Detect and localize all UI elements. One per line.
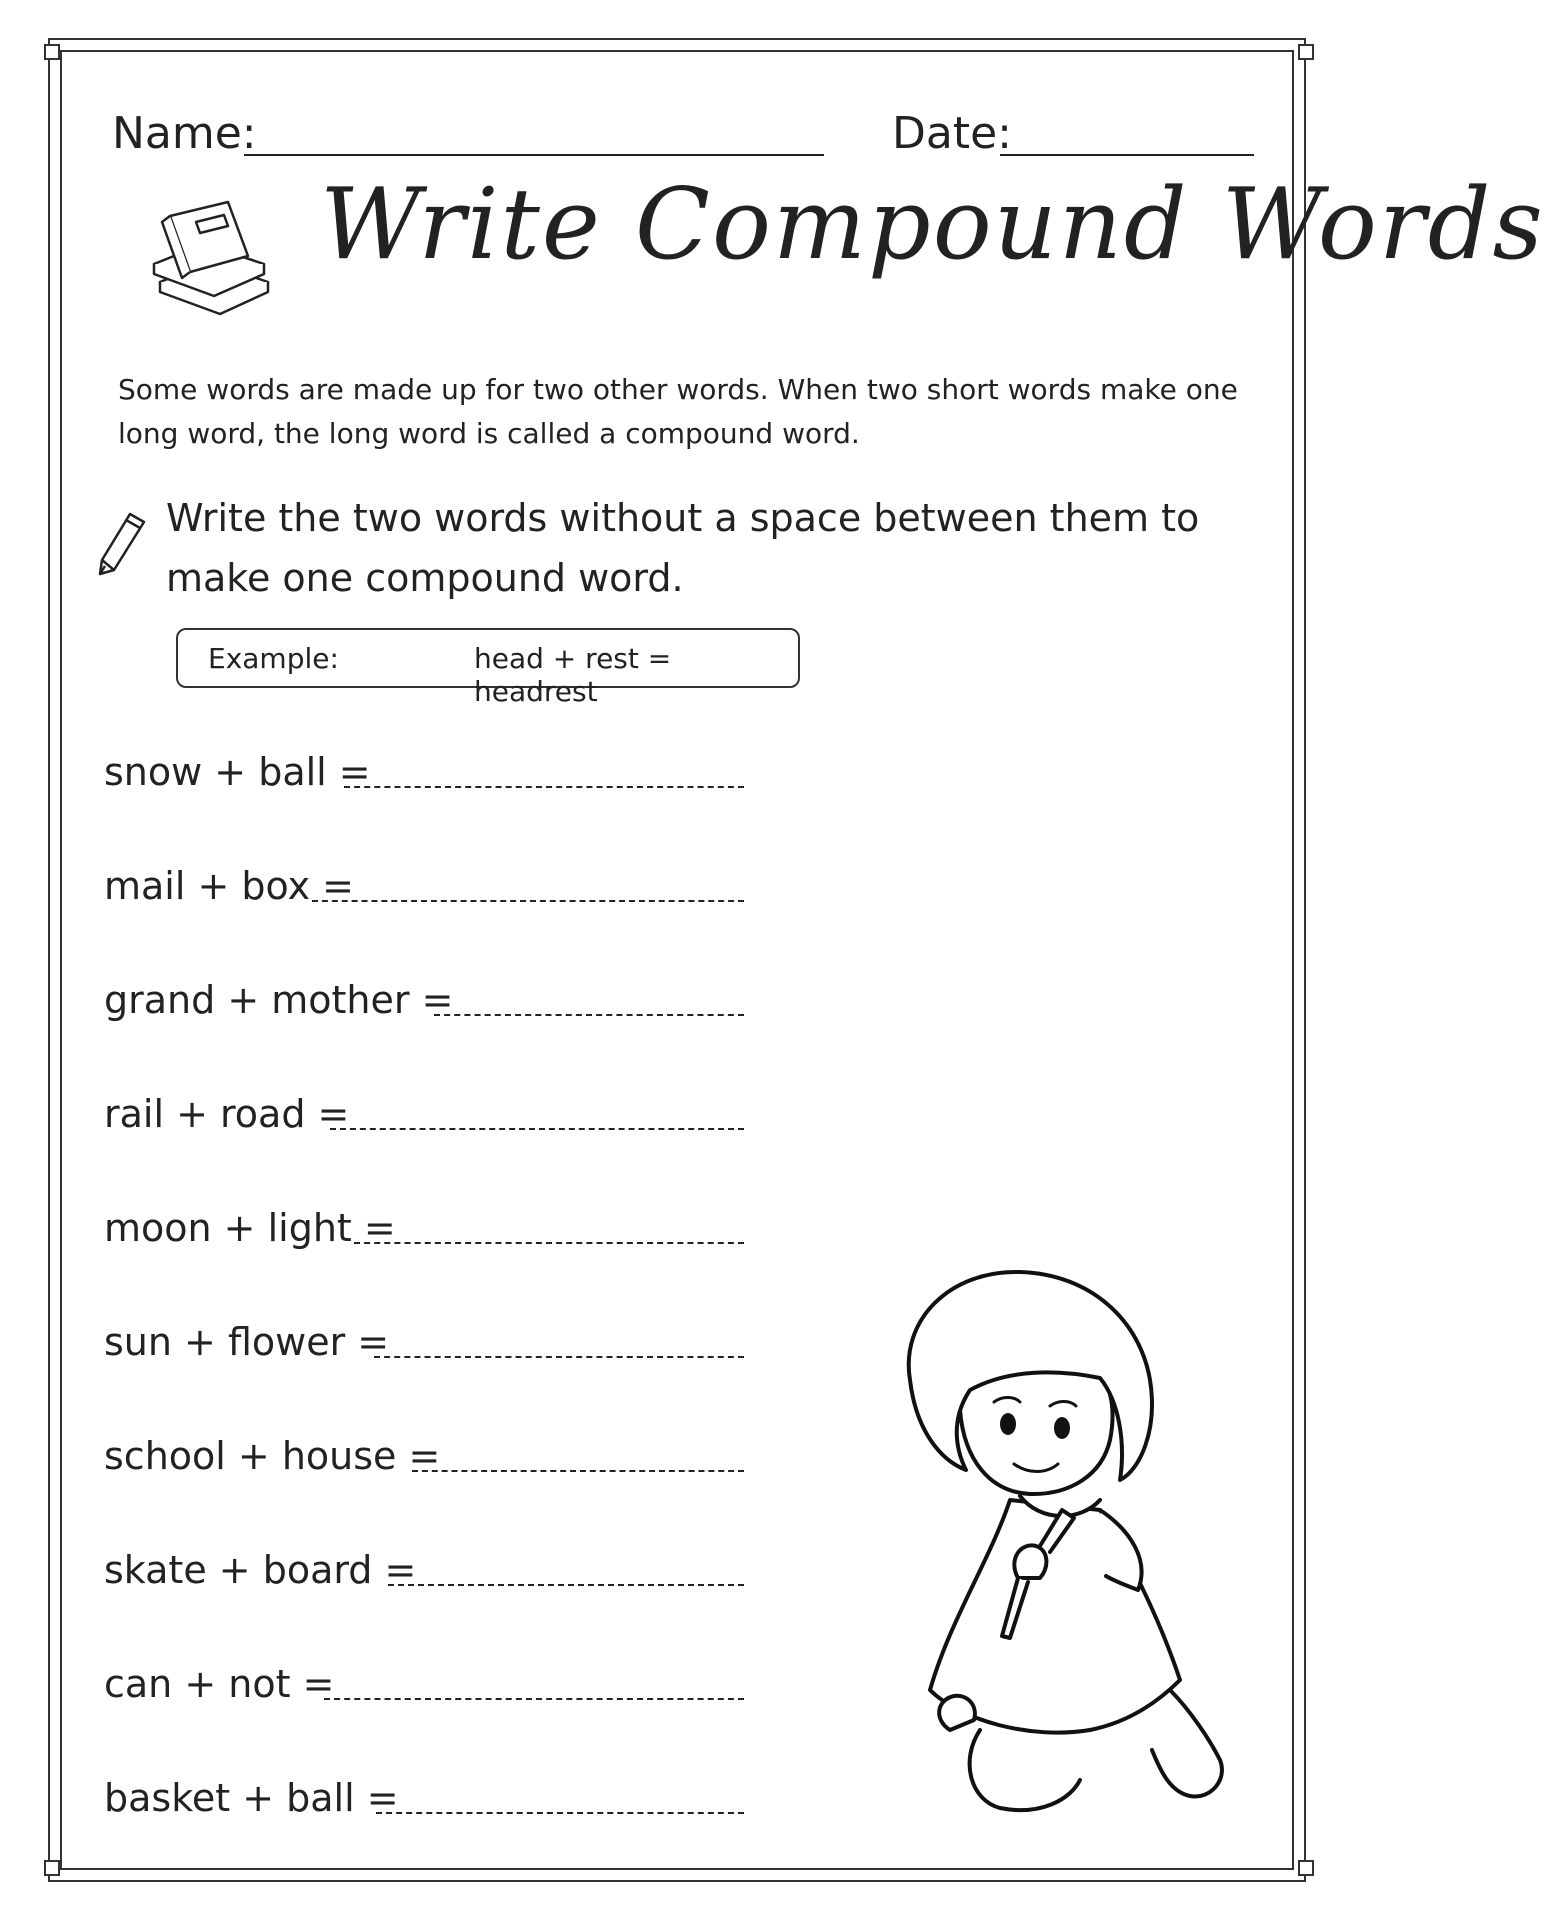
exercise-prompt: grand + mother = bbox=[104, 978, 454, 1022]
exercise-item bbox=[104, 1662, 744, 1718]
exercise-item bbox=[104, 1548, 744, 1604]
example-value: head + rest = headrest bbox=[474, 642, 672, 708]
answer-blank[interactable] bbox=[374, 1356, 744, 1358]
exercise-prompt: can + not = bbox=[104, 1662, 335, 1706]
answer-blank[interactable] bbox=[324, 1698, 744, 1700]
exercise-item bbox=[104, 978, 744, 1034]
corner-bottom-right bbox=[1298, 1860, 1314, 1876]
answer-blank[interactable] bbox=[354, 1242, 744, 1244]
intro-text: Some words are made up for two other words. When two short words make one long word, the long word is called a compound word. bbox=[118, 373, 1238, 450]
date-field[interactable] bbox=[1000, 154, 1254, 156]
date-label: Date: bbox=[892, 108, 1012, 159]
answer-blank[interactable] bbox=[312, 900, 744, 902]
example-box bbox=[176, 628, 800, 708]
books-icon bbox=[140, 186, 280, 316]
exercise-item bbox=[104, 1092, 744, 1148]
page-title: Write Compound Words bbox=[320, 168, 1545, 282]
exercise-prompt: moon + light = bbox=[104, 1206, 396, 1250]
exercise-prompt: sun + flower = bbox=[104, 1320, 390, 1364]
answer-blank[interactable] bbox=[388, 1584, 744, 1586]
instruction-text: Write the two words without a space between them to make one compound word. bbox=[166, 496, 1200, 600]
exercise-item bbox=[104, 1206, 744, 1262]
corner-bottom-left bbox=[44, 1860, 60, 1876]
pencil-icon bbox=[96, 508, 152, 578]
exercise-prompt: rail + road = bbox=[104, 1092, 350, 1136]
answer-blank[interactable] bbox=[434, 1014, 744, 1016]
answer-blank[interactable] bbox=[412, 1470, 744, 1472]
name-field[interactable] bbox=[244, 154, 824, 156]
exercise-item bbox=[104, 1776, 744, 1832]
exercise-prompt: basket + ball = bbox=[104, 1776, 399, 1820]
girl-illustration bbox=[890, 1260, 1250, 1830]
example-label: Example: bbox=[208, 642, 339, 675]
corner-top-right bbox=[1298, 44, 1314, 60]
answer-blank[interactable] bbox=[344, 786, 744, 788]
exercise-item bbox=[104, 864, 744, 920]
exercise-item bbox=[104, 1434, 744, 1490]
answer-blank[interactable] bbox=[376, 1812, 744, 1814]
exercise-item bbox=[104, 1320, 744, 1376]
exercise-prompt: skate + board = bbox=[104, 1548, 417, 1592]
exercise-item bbox=[104, 750, 744, 806]
corner-top-left bbox=[44, 44, 60, 60]
answer-blank[interactable] bbox=[330, 1128, 744, 1130]
name-label: Name: bbox=[112, 108, 257, 159]
exercise-prompt: school + house = bbox=[104, 1434, 441, 1478]
exercise-prompt: snow + ball = bbox=[104, 750, 371, 794]
exercise-prompt: mail + box = bbox=[104, 864, 355, 908]
